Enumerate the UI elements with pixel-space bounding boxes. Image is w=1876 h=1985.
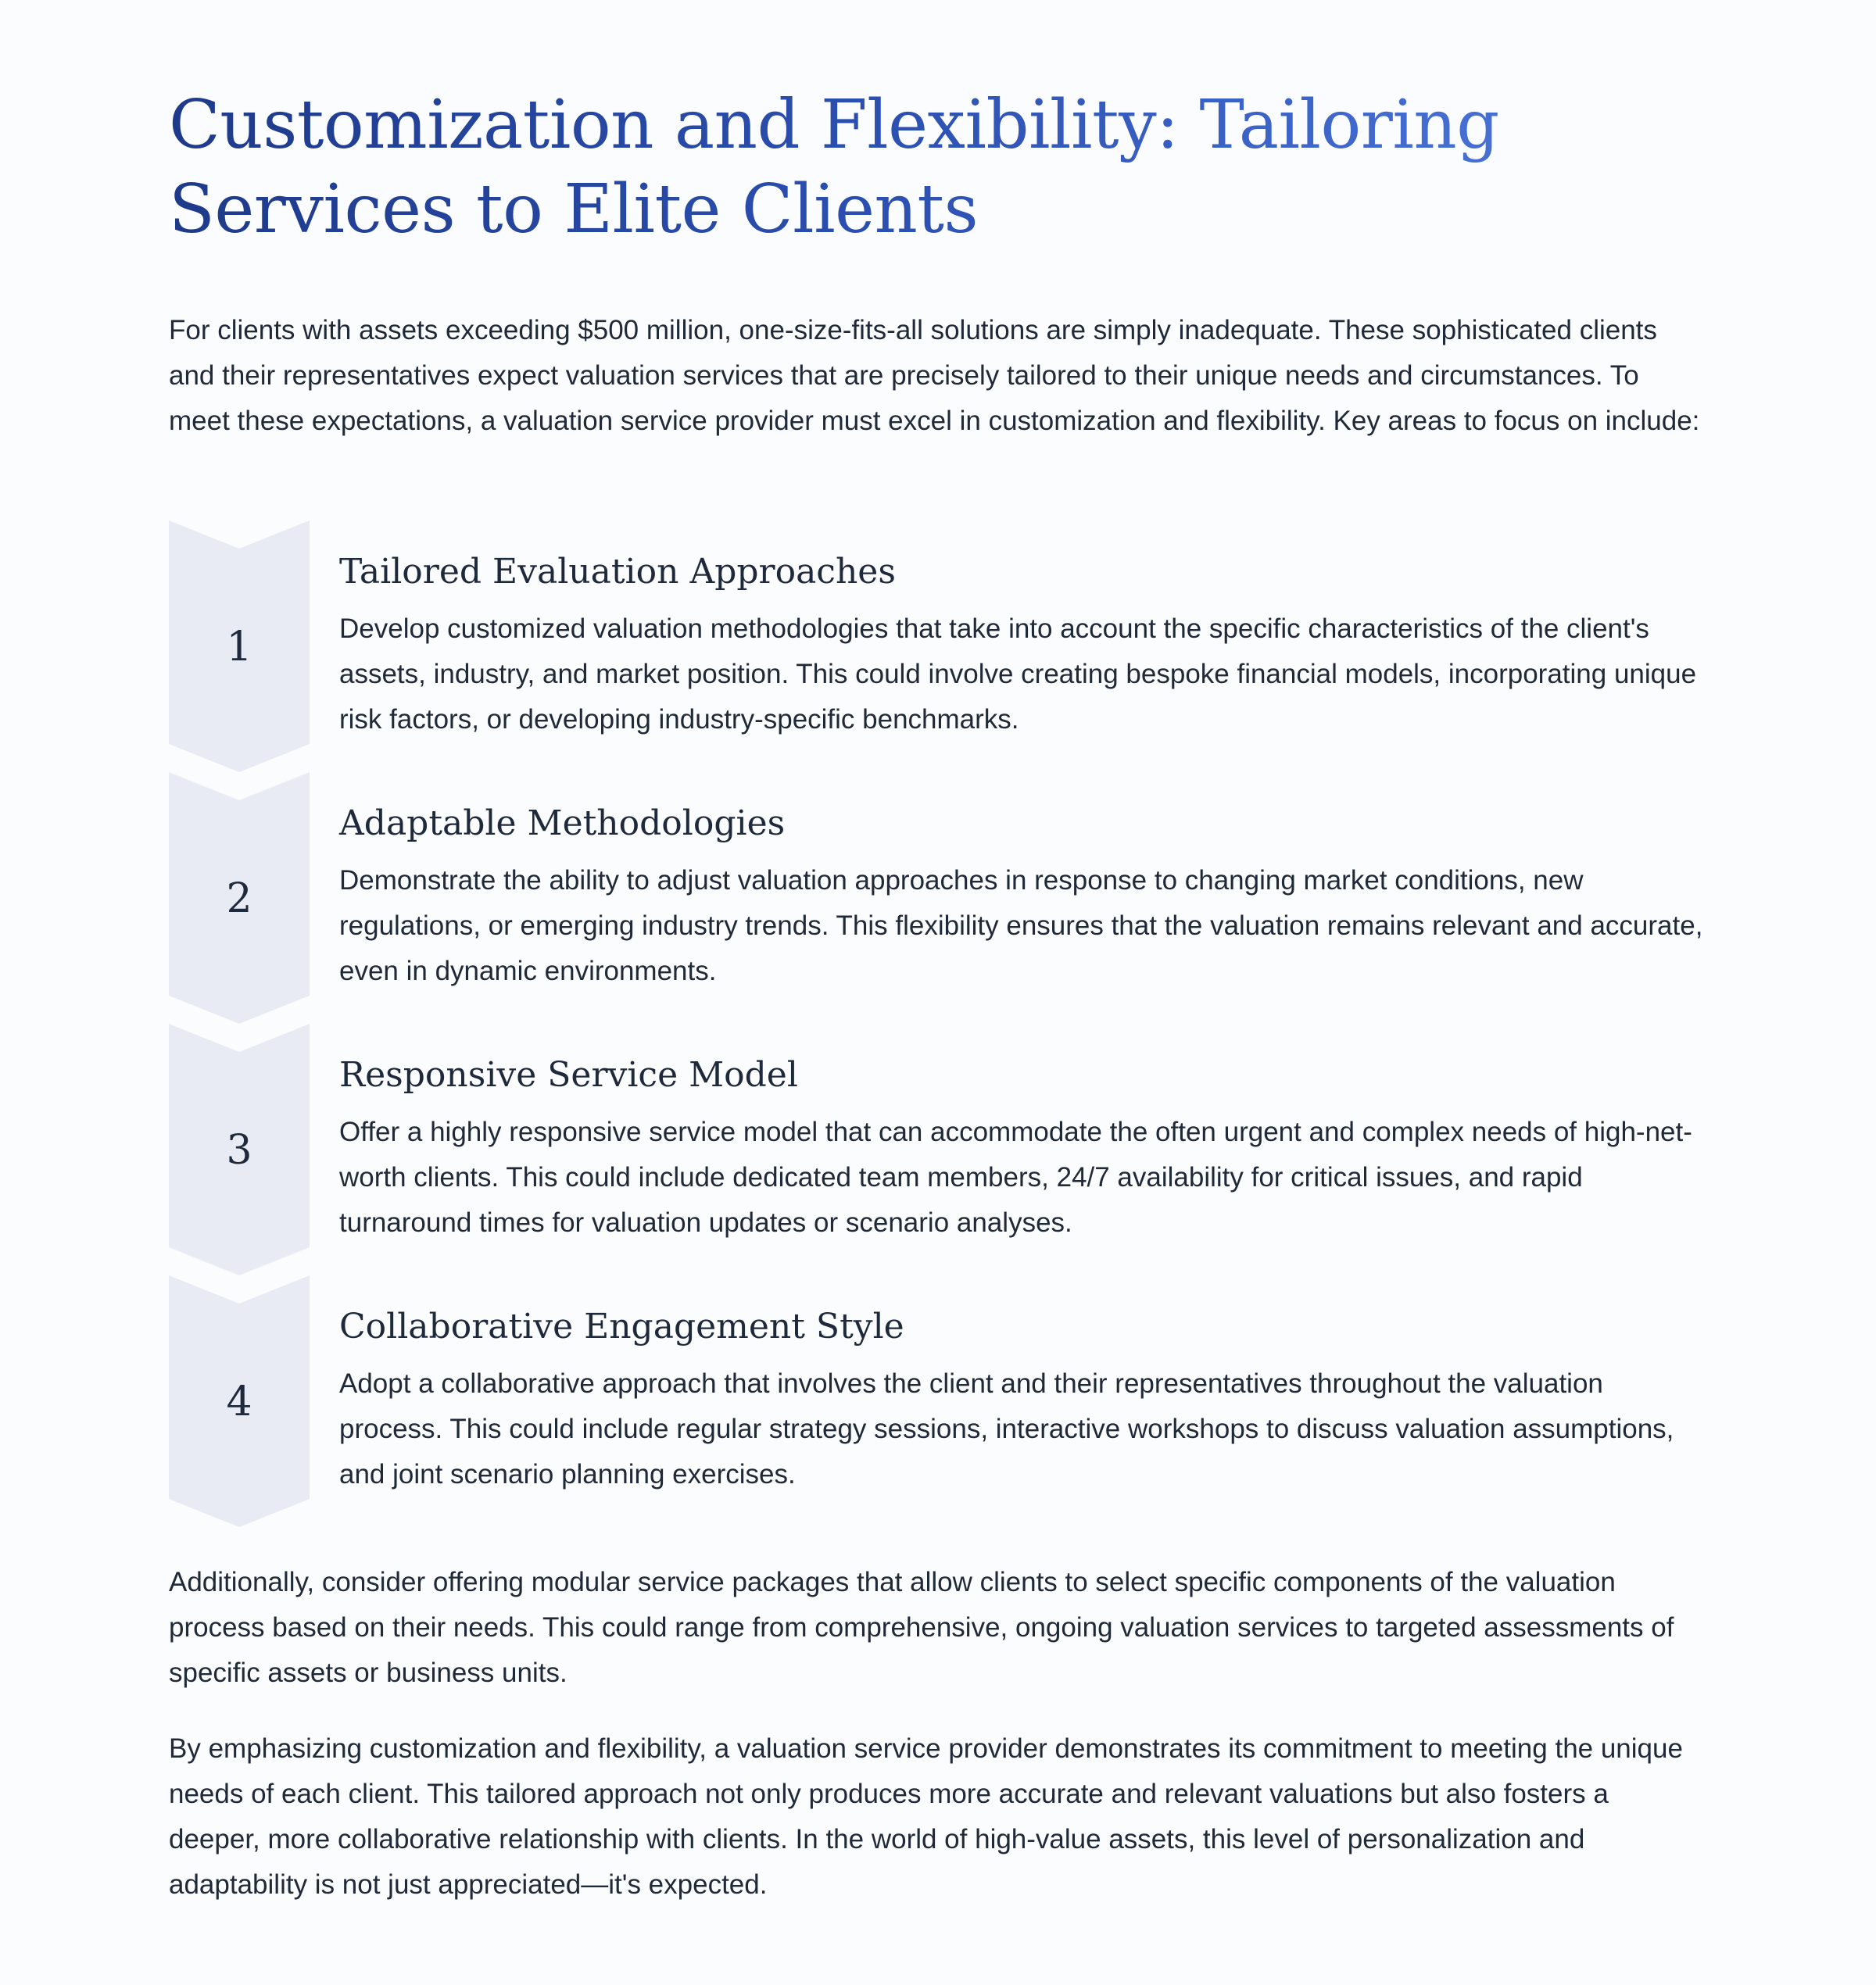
step-number: 2 [226, 875, 252, 922]
step-item [169, 1275, 1707, 1527]
step-number: 4 [226, 1379, 252, 1425]
step-number: 3 [226, 1127, 252, 1174]
step-title: Responsive Service Model [339, 1055, 798, 1095]
step-item [169, 520, 1707, 772]
step-title: Adaptable Methodologies [339, 803, 786, 843]
step-title: Tailored Evaluation Approaches [339, 552, 896, 592]
closing-paragraph-summary: By emphasizing customization and flexibility, a valuation service provider demonstrates its commitment to meeting the unique needs of each client. This tailored approach not only produces more accurate and relevant valuations but also fosters a deeper, more collaborative relationship with clients. In the world of high-value assets, this level of personalization and adaptability is not just appreciated—it's expected. [169, 1733, 1683, 1900]
step-item [169, 1024, 1707, 1275]
intro-paragraph: For clients with assets exceeding $500 million, one-size-fits-all solutions are simply inadequate. These sophisticated clients and their representatives expect valuation services that are precisely tailored to their unique needs and circumstances. To meet these expectations, a valuation service provider must excel in customization and flexibility. Key areas to focus on include: [169, 315, 1700, 436]
page-title: Customization and Flexibility: Tailoring Services to Elite Clients [169, 83, 1707, 252]
step-number: 1 [226, 624, 252, 671]
closing-paragraph-modular: Additionally, consider offering modular service packages that allow clients to select specific components of the valuation process based on their needs. This could range from comprehensive, ongoing valuation services to targeted assessments of specific assets or business units. [169, 1567, 1674, 1688]
step-description: Offer a highly responsive service model that can accommodate the often urgent and complex needs of high-net-worth clients. This could include dedicated team members, 24/7 availability for critical issues, and rapid turnaround times for valuation updates or scenario analyses. [339, 1117, 1692, 1238]
step-description: Demonstrate the ability to adjust valuation approaches in response to changing market conditions, new regulations, or emerging industry trends. This flexibility ensures that the valuation remains relevant and accurate, even in dynamic environments. [339, 865, 1703, 986]
step-description: Develop customized valuation methodologies that take into account the specific characteristics of the client's assets, industry, and market position. This could involve creating bespoke financial models, incorporating unique risk factors, or developing industry-specific benchmarks. [339, 613, 1697, 735]
step-description: Adopt a collaborative approach that involves the client and their representatives throughout the valuation process. This could include regular strategy sessions, interactive workshops to discuss valuation assumptions, and joint scenario planning exercises. [339, 1368, 1674, 1490]
step-item [169, 772, 1707, 1024]
step-title: Collaborative Engagement Style [339, 1307, 904, 1347]
